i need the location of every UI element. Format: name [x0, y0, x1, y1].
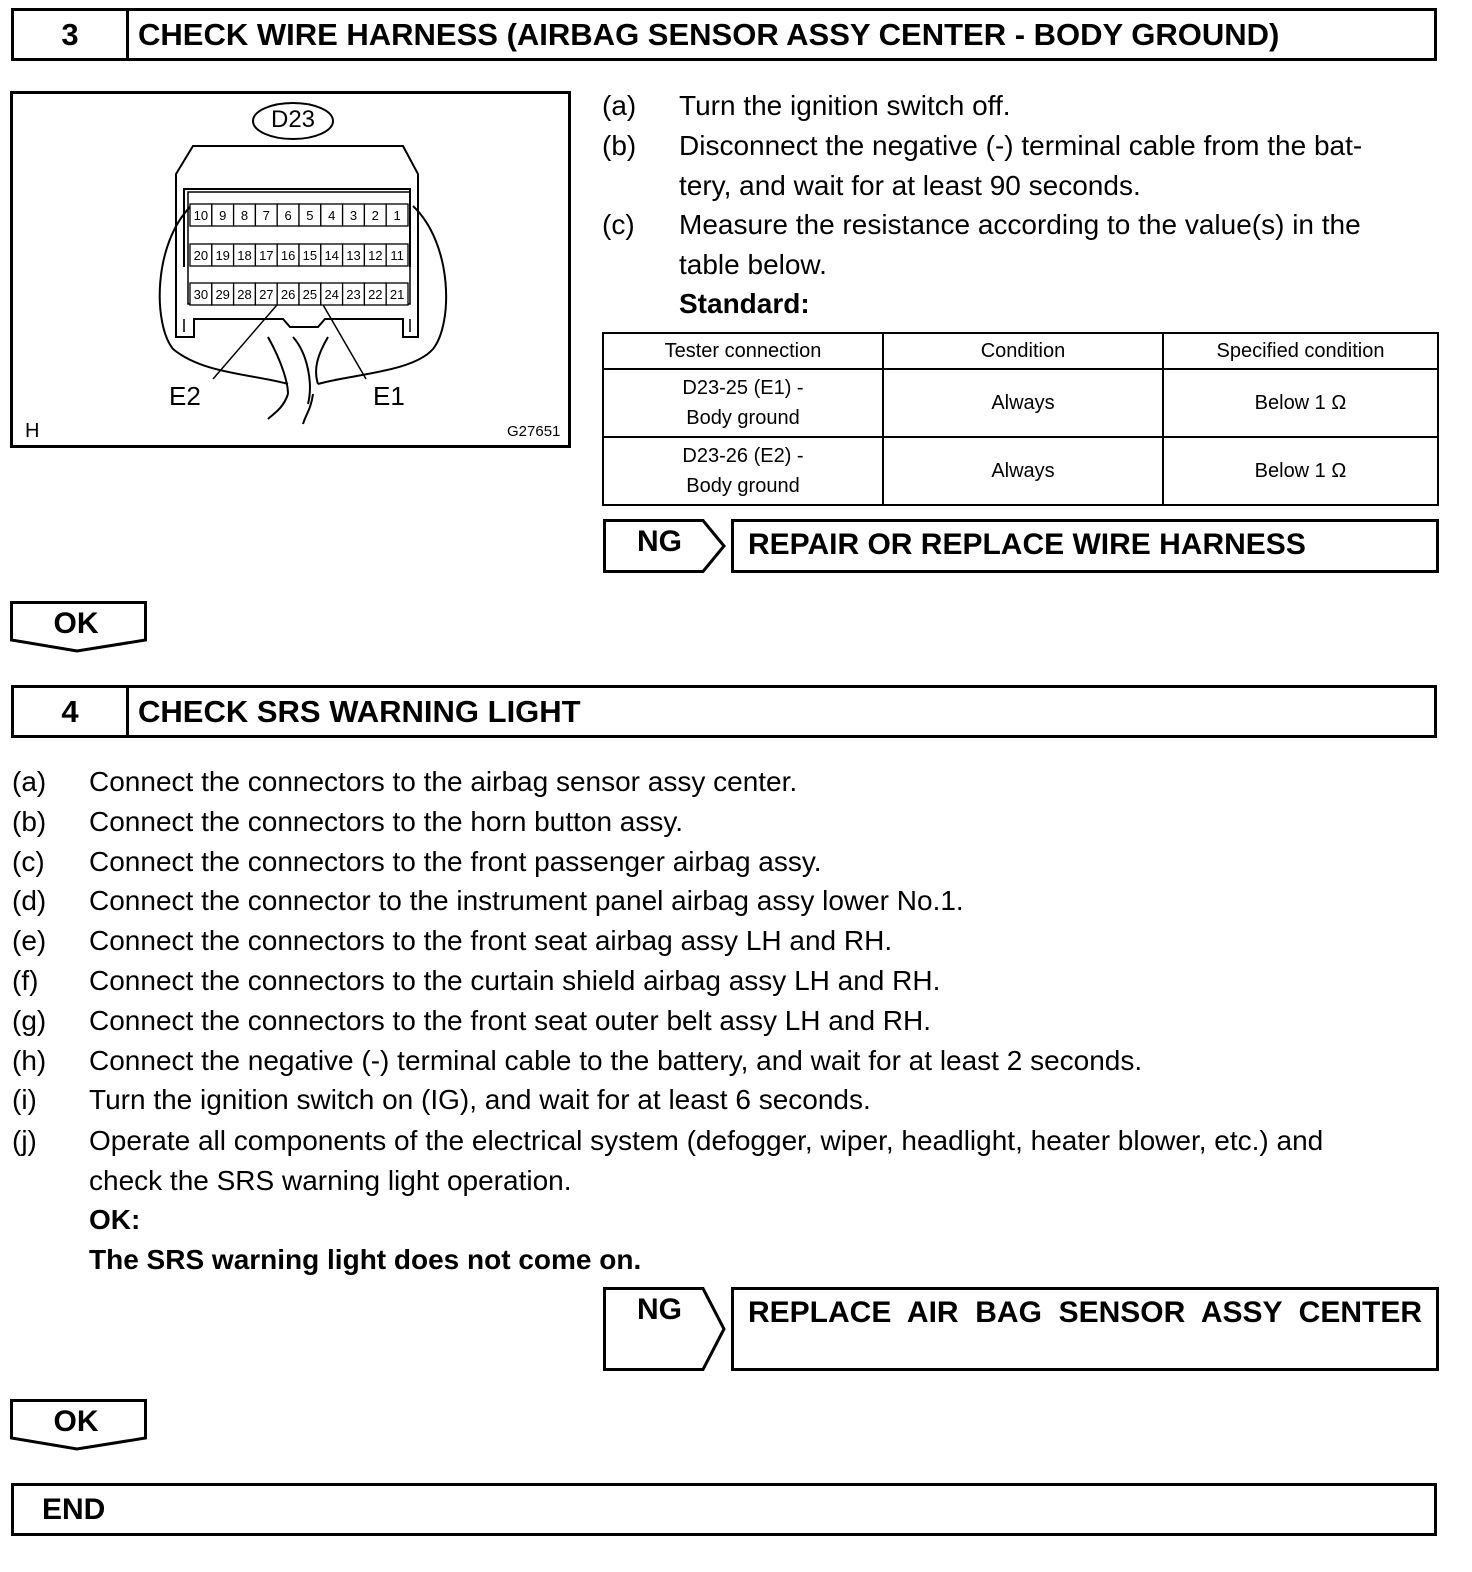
connector-pin-number: 10 — [193, 208, 209, 223]
instruction-label: (a) — [12, 766, 47, 797]
connector-figure — [10, 91, 571, 448]
table-header-row — [603, 333, 1438, 369]
instruction-text: Connect the negative (-) terminal cable to the battery, and wait for at least 2 seconds. — [89, 1044, 1143, 1076]
standard-label: Standard: — [679, 288, 810, 319]
connector-pin-number: 20 — [193, 248, 209, 263]
instruction-text: Connect the connectors to the front seat airbag assy LH and RH. — [89, 925, 893, 957]
connector-pin-number: 5 — [306, 208, 314, 223]
specified-condition-cell: Below 1 Ω — [1163, 437, 1438, 505]
instruction-text-cont: check the SRS warning light operation. — [89, 1165, 572, 1196]
connector-pin-number: 13 — [346, 248, 361, 263]
instruction-label: (f) — [12, 965, 39, 996]
connector-pin-number: 29 — [215, 287, 230, 302]
instruction-label: (c) — [602, 209, 635, 240]
instruction-label: (b) — [12, 805, 47, 837]
ok-tag — [10, 1399, 147, 1451]
condition-cell: Always — [883, 369, 1163, 437]
instruction-text: Turn the ignition switch on (IG), and wait for at least 6 seconds. — [89, 1084, 871, 1116]
step-title: CHECK WIRE HARNESS (AIRBAG SENSOR ASSY CENTER - BODY GROUND) — [138, 16, 1280, 52]
instruction-3a — [602, 86, 1442, 126]
ok-label: OK — [53, 607, 99, 640]
ok-label: OK — [53, 1405, 99, 1438]
instruction-row — [12, 961, 1452, 1001]
step-number: 3 — [14, 11, 129, 58]
connector-pin-number: 26 — [280, 287, 296, 302]
connector-pin-number: 9 — [219, 208, 227, 223]
instruction-text-cont: table below. — [679, 249, 827, 280]
figure-code: G27651 — [507, 423, 561, 440]
connector-pin-number: 30 — [193, 287, 209, 302]
column-header: Tester connection — [603, 333, 883, 369]
instruction-text: Measure the resistance according to the value(s) in the — [679, 209, 1361, 240]
condition-cell: Always — [883, 437, 1163, 505]
connector-pin-number: 24 — [324, 287, 339, 302]
connector-pin-number: 7 — [262, 208, 270, 223]
instruction-row — [12, 842, 1452, 882]
ok-tag — [10, 601, 147, 653]
connector-pin-number: 8 — [240, 208, 249, 223]
instruction-label: (d) — [12, 885, 47, 917]
connector-pin-number: 16 — [280, 248, 296, 263]
instruction-label: (c) — [12, 845, 45, 877]
label-e1: E1 — [373, 381, 405, 411]
instruction-text: Connect the connectors to the curtain shield airbag assy LH and RH. — [89, 965, 941, 996]
instruction-row — [12, 1041, 1452, 1081]
instruction-text: Connect the connectors to the horn button assy. — [89, 805, 684, 837]
ng-action: REPAIR OR REPLACE WIRE HARNESS — [748, 528, 1306, 561]
instruction-text: Connect the connector to the instrument panel airbag assy lower No.1. — [89, 885, 964, 917]
connector-pin-number: 25 — [302, 287, 318, 302]
connector-diagram — [13, 94, 568, 445]
instruction-text: Connect the connectors to the front seat outer belt assy LH and RH. — [89, 1004, 932, 1036]
step-4-header — [11, 685, 1437, 738]
instruction-row — [12, 921, 1452, 961]
end-label: END — [42, 1492, 106, 1526]
step-number: 4 — [14, 688, 129, 735]
column-header: Specified condition — [1163, 333, 1438, 369]
instruction-label: (a) — [602, 90, 637, 121]
figure-corner-label: H — [25, 420, 40, 442]
ng-label: NG — [637, 525, 682, 558]
specified-condition-cell: Below 1 Ω — [1163, 369, 1438, 437]
instruction-4j — [12, 1121, 1452, 1201]
connector-pin-number: 15 — [302, 248, 318, 263]
connector-pin-number: 3 — [349, 208, 358, 223]
ng-tag — [603, 1287, 727, 1371]
tester-connection: D23-26 (E2) - — [682, 445, 804, 467]
connector-pin-number: 4 — [328, 208, 336, 223]
instruction-text: Turn the ignition switch off. — [679, 90, 1011, 121]
step-3-header — [11, 8, 1437, 61]
table-row — [603, 369, 1438, 437]
connector-pin-number: 14 — [324, 248, 339, 263]
ng-action-box — [731, 1287, 1439, 1371]
instruction-row — [12, 1080, 1452, 1120]
ng-action-box — [731, 519, 1439, 573]
instruction-row — [12, 1001, 1452, 1041]
table-row — [603, 437, 1438, 505]
tester-connection-ground: Body ground — [686, 407, 800, 429]
ok-statement: The SRS warning light does not come on. — [89, 1244, 642, 1275]
tester-connection-cell — [603, 369, 883, 437]
column-header: Condition — [883, 333, 1163, 369]
ng-label: NG — [637, 1293, 682, 1326]
label-e2: E2 — [169, 381, 201, 411]
connector-pin-number: 28 — [237, 287, 252, 302]
spec-table — [602, 332, 1439, 506]
instruction-label: (e) — [12, 925, 47, 957]
connector-pin-number: 17 — [259, 248, 274, 263]
instruction-label: (h) — [12, 1044, 47, 1076]
instruction-text: Disconnect the negative (-) terminal cable from the bat- — [679, 130, 1363, 161]
connector-pin-number: 23 — [346, 287, 361, 302]
connector-pin-number: 18 — [237, 248, 252, 263]
instruction-3c — [602, 205, 1442, 285]
connector-pin-number: 2 — [371, 208, 379, 223]
step-title: CHECK SRS WARNING LIGHT — [138, 693, 581, 729]
instruction-text: Operate all components of the electrical system (defogger, wiper, headlight, heater blower, etc.) and — [89, 1125, 1324, 1156]
connector-pin-number: 22 — [368, 287, 383, 302]
instruction-label: (j) — [12, 1125, 37, 1156]
tester-connection-cell — [603, 437, 883, 505]
instruction-3b — [602, 126, 1442, 206]
instruction-row — [12, 802, 1452, 842]
connector-pin-number: 21 — [389, 287, 405, 302]
connector-id: D23 — [270, 106, 316, 133]
instruction-row — [12, 881, 1452, 921]
connector-pin-number: 6 — [284, 208, 292, 223]
instruction-label: (b) — [602, 130, 637, 161]
instruction-text: Connect the connectors to the front passenger airbag assy. — [89, 845, 822, 877]
tester-connection-ground: Body ground — [686, 475, 800, 497]
instruction-label: (g) — [12, 1004, 47, 1036]
ng-tag — [603, 519, 727, 573]
connector-pin-number: 27 — [259, 287, 274, 302]
instruction-text: Connect the connectors to the airbag sensor assy center. — [89, 766, 798, 797]
instruction-text-cont: tery, and wait for at least 90 seconds. — [679, 170, 1141, 201]
tester-connection: D23-25 (E1) - — [682, 377, 804, 399]
connector-pin-number: 19 — [215, 248, 230, 263]
instruction-label: (i) — [12, 1084, 37, 1116]
connector-pin-number: 12 — [368, 248, 383, 263]
ng-action: REPLACE AIR BAG SENSOR ASSY CENTER — [748, 1296, 1422, 1329]
ok-heading: OK: — [89, 1204, 141, 1235]
connector-pin-number: 1 — [393, 208, 401, 223]
instruction-row — [12, 762, 1452, 802]
end-box — [11, 1483, 1437, 1536]
connector-pin-number: 11 — [390, 248, 404, 263]
